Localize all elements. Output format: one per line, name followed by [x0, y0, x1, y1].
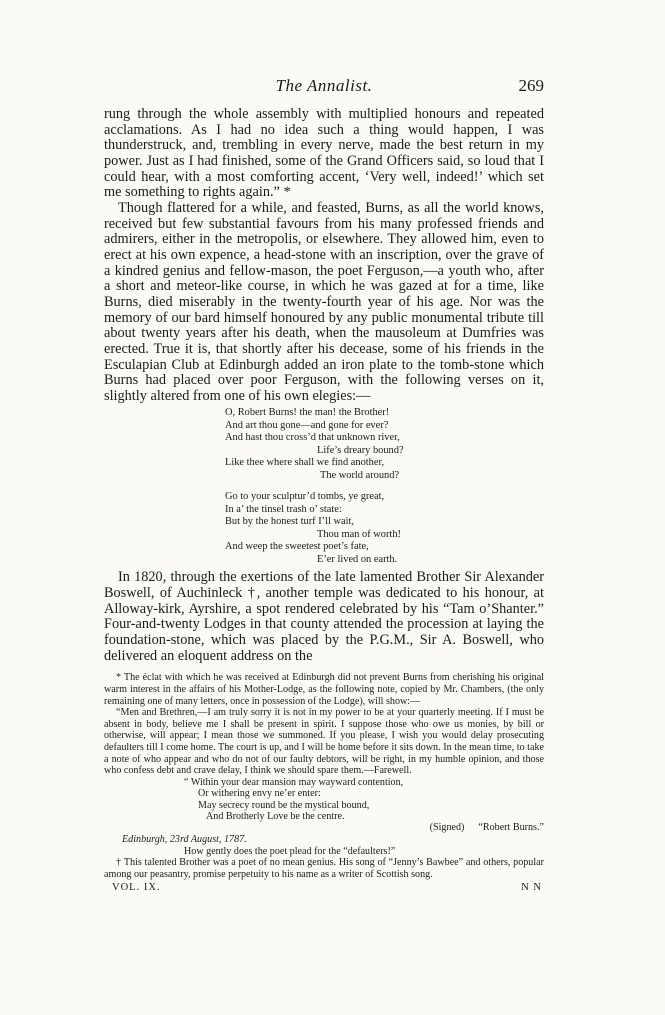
running-header — [104, 76, 544, 96]
poem-line: And hast thou cross’d that unknown river, — [225, 432, 400, 444]
poem-stanza-2 — [225, 491, 544, 566]
footnote-verse — [104, 777, 544, 823]
footnote-star: * The éclat with which he was received at Edinburgh did not prevent Burns from cherishing his original warm interest in the affairs of his Mother-Lodge, as the following note, copied by Mr. Chambers, (the only remaining one of many letters, once in possession of the Lodge), will show:— — [104, 672, 544, 707]
poem-line: The world around? — [320, 469, 400, 481]
verse-line: “ Within your dear mansion may wayward contention, — [184, 776, 404, 788]
footnote-remark: How gently does the poet plead for the “defaulters!” — [184, 845, 396, 857]
volume-label: VOL. IX. — [112, 882, 161, 894]
page-footer — [104, 882, 544, 894]
poem-stanza-1 — [225, 407, 544, 482]
verse-line: Or withering envy ne’er enter: — [198, 788, 321, 800]
poem-line: E’er lived on earth. — [317, 553, 398, 565]
letter-date: Edinburgh, 23rd August, 1787. — [122, 833, 247, 845]
footnote-letter: “Men and Brethren,—I am truly sorry it is not in my power to be at your quarterly meeting. If I must be absent in body, believe me I shall be present in spirit. I suppose those who owe us monies, by bill or otherwise, will appear; I mean those we summoned. If you please, I wish you would delay prosecuting defaulters till I come home. The court is up, and I will be home before it sits down. In the mean time, to take a note of who appear and who do not of our faulty debtors, will be right, in my humble opinion, and those who confess debt and crave delay, I think we should spare them.—Farewell. — [104, 707, 544, 777]
poem-line: O, Robert Burns! the man! the Brother! — [225, 407, 390, 419]
footnote-dagger: † This talented Brother was a poet of no mean genius. His song of “Jenny’s Bawbee” and others, popular among our peasantry, promise perpetuity to his name as a writer of Scottish song. — [104, 857, 544, 880]
signature-line — [104, 822, 544, 834]
poem-line: In a’ the tinsel trash o’ state: — [225, 503, 342, 515]
poem-line: Go to your sculptur’d tombs, ye great, — [225, 491, 385, 503]
poem-line: Thou man of worth! — [317, 528, 401, 540]
footnotes — [104, 672, 544, 894]
poem-line: Life’s dreary bound? — [317, 444, 404, 456]
paragraph-2: Though flattered for a while, and feasted, Burns, as all the world knows, received but few substantial favours from his many professed friends and admirers, either in the metropolis, or elsewhere. They allowed him, even to erect at his own expence, a head-stone with an inscription, over the grave of a kindred genius and fellow-mason, the poet Ferguson,—a youth who, after a short and meteor-like course, in which he was gazed at for a time, like Burns, died miserably in the twenty-fourth year of his age. Nor was the memory of our bard himself honoured by any public monumental tribute till about twenty years after his death, when the mausoleum at Dumfries was erected. True it is, that shortly after his decease, some of his friends in the Esculapian Club at Edinburgh added an iron plate to the tomb-stone which Burns had placed over poor Ferguson, with the following verses on it, slightly altered from one of his own elegies:— — [104, 199, 544, 404]
signed-label: (Signed) — [429, 822, 465, 834]
signature-mark: N N — [521, 882, 542, 894]
paragraph-1: rung through the whole assembly with multiplied honours and repeated acclamations. As I had no idea such a thing would happen, I was thunderstruck, and, trembling in every nerve, made the best return in my power. Just as I had finished, some of the Grand Officers said, so loud that I could hear, with a most comforting accent, ‘Very well, indeed!’ which set me something to rights again.” * — [104, 106, 544, 201]
poem-line: And weep the sweetest poet’s fate, — [225, 541, 369, 553]
paragraph-3: In 1820, through the exertions of the late lamented Brother Sir Alexander Boswell, of Auchinleck †, another temple was dedicated to his honour, at Alloway-kirk, Ayrshire, a spot rendered celebrated by his “Tam o’Shanter.” Four-and-twenty Lodges in that county attended the procession at laying the foundation-stone, which was placed by the P.G.M., Sir A. Boswell, who delivered an eloquent address on the — [104, 569, 544, 664]
signature: “Robert Burns.” — [478, 822, 544, 834]
page-number: 269 — [518, 76, 544, 95]
verse-line: And Brotherly Love be the centre. — [206, 810, 345, 822]
running-title: The Annalist. — [275, 76, 373, 95]
poem-line: But by the honest turf I’ll wait, — [225, 516, 354, 528]
epitaph-poem — [104, 407, 544, 566]
poem-line: And art thou gone—and gone for ever? — [225, 419, 389, 431]
verse-line: May secrecy round be the mystical bound, — [198, 799, 370, 811]
poem-line: Like thee where shall we find another, — [225, 457, 385, 469]
main-text — [104, 107, 544, 894]
